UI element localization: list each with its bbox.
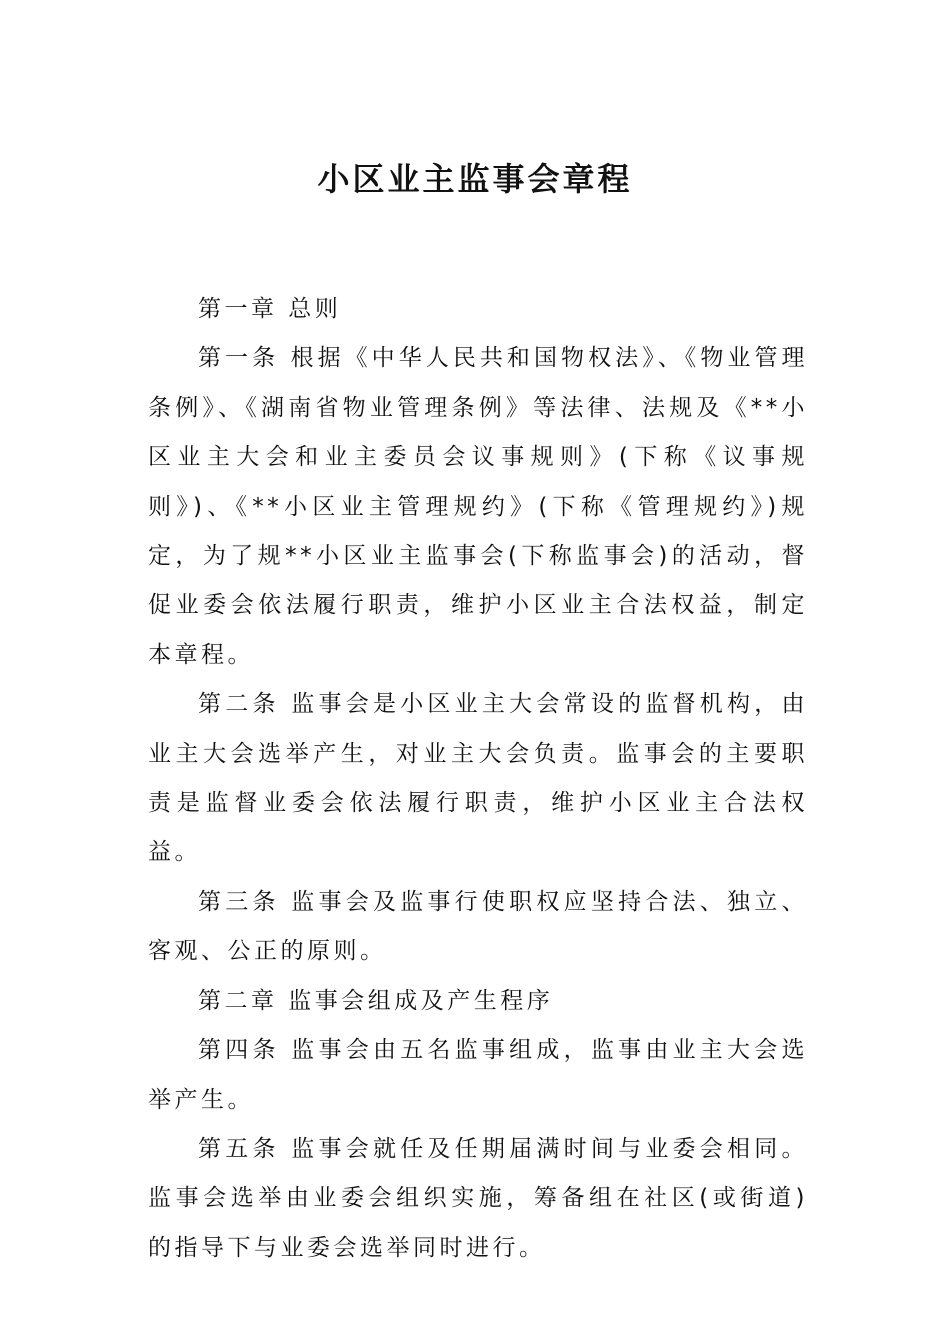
article-2: 第二条 监事会是小区业主大会常设的监督机构，由业主大会选举产生，对业主大会负责。监事会的主要职责是监督业委会依法履行职责，维护小区业主合法权益。 bbox=[148, 691, 808, 866]
chapter-1-heading: 第一章 总则 bbox=[198, 296, 342, 322]
article-4: 第四条 监事会由五名监事组成，监事由业主大会选举产生。 bbox=[148, 1037, 808, 1113]
document-title: 小区业主监事会章程 bbox=[317, 160, 633, 198]
chapter-2-heading: 第二章 监事会组成及产生程序 bbox=[198, 987, 554, 1014]
article-5: 第五条 监事会就任及任期届满时间与业委会相同。监事会选举由业委会组织实施，筹备组在社区(或街道)的指导下与业委会选举同时进行。 bbox=[148, 1135, 808, 1261]
article-3: 第三条 监事会及监事行使职权应坚持合法、独立、客观、公正的原则。 bbox=[148, 888, 808, 965]
article-1: 第一条 根据《中华人民共和国物权法》、《物业管理条例》、《湖南省物业管理条例》等法律、法规及《**小区业主大会和业主委员会议事规则》(下称《议事规则》)、《**小区业主管理规约》(下称《管理规约》)规定，为了规**小区业主监事会(下称监事会)的活动，督促业委会依法履行职责，维护小区业主合法权益，制定本章程。 bbox=[148, 345, 808, 668]
document-body bbox=[148, 285, 808, 1273]
